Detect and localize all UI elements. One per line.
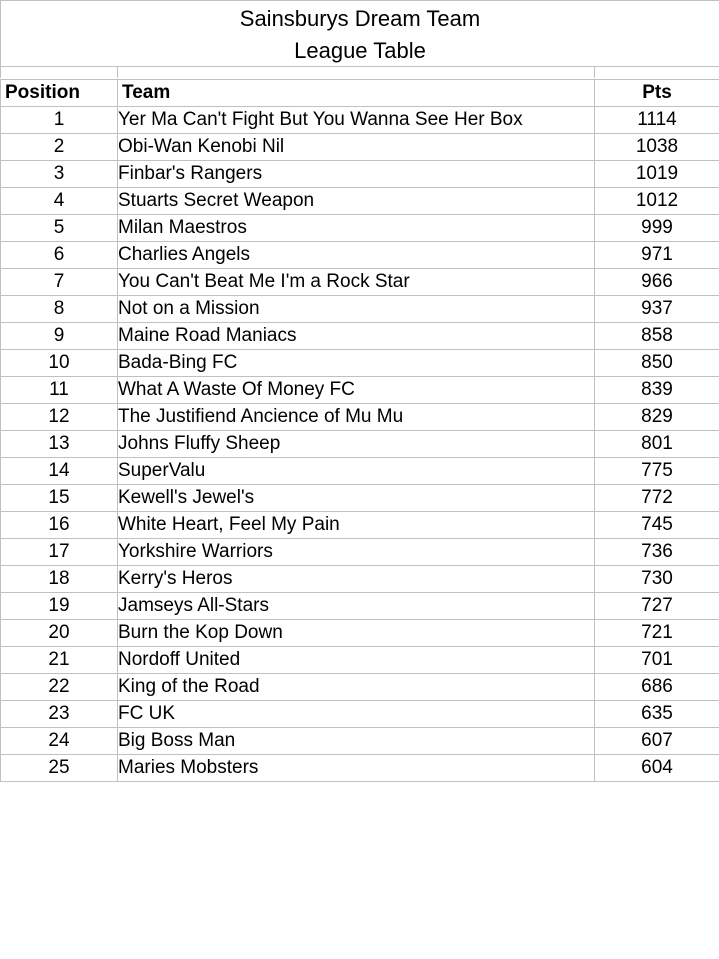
position-cell: 7 [1,269,118,296]
position-cell: 18 [1,566,118,593]
position-cell: 24 [1,728,118,755]
position-cell: 3 [1,161,118,188]
table-row [1,242,719,269]
position-cell: 25 [1,755,118,782]
position-cell: 16 [1,512,118,539]
points-cell: 775 [595,458,719,485]
header-position: Position [1,80,118,107]
team-cell: Maries Mobsters [118,755,595,782]
table-row [1,215,719,242]
sheet-title: Sainsburys Dream Team [239,6,481,31]
points-cell: 701 [595,647,719,674]
table-row [1,377,719,404]
points-cell: 745 [595,512,719,539]
position-cell: 13 [1,431,118,458]
table-row [1,188,719,215]
sheet-subtitle: League Table [294,38,426,63]
team-cell: The Justifiend Ancience of Mu Mu [118,404,595,431]
position-cell: 11 [1,377,118,404]
table-row [1,701,719,728]
table-row [1,350,719,377]
position-cell: 12 [1,404,118,431]
position-cell: 4 [1,188,118,215]
position-cell: 22 [1,674,118,701]
team-cell: Kerry's Heros [118,566,595,593]
points-cell: 1019 [595,161,719,188]
table-row [1,485,719,512]
position-cell: 15 [1,485,118,512]
points-cell: 727 [595,593,719,620]
table-row [1,134,719,161]
points-cell: 1012 [595,188,719,215]
team-cell: King of the Road [118,674,595,701]
spacer-row [0,66,719,77]
table-row [1,593,719,620]
team-cell: Obi-Wan Kenobi Nil [118,134,595,161]
points-cell: 730 [595,566,719,593]
team-cell: Bada-Bing FC [118,350,595,377]
position-cell: 10 [1,350,118,377]
points-cell: 772 [595,485,719,512]
team-cell: Jamseys All-Stars [118,593,595,620]
table-row [1,674,719,701]
table-row [1,647,719,674]
team-cell: Yorkshire Warriors [118,539,595,566]
points-cell: 607 [595,728,719,755]
position-cell: 21 [1,647,118,674]
team-cell: Kewell's Jewel's [118,485,595,512]
table-row [1,566,719,593]
table-row [1,728,719,755]
points-cell: 736 [595,539,719,566]
points-cell: 829 [595,404,719,431]
team-cell: SuperValu [118,458,595,485]
header-pts: Pts [595,80,719,107]
points-cell: 999 [595,215,719,242]
team-cell: Charlies Angels [118,242,595,269]
table-row [1,512,719,539]
team-cell: White Heart, Feel My Pain [118,512,595,539]
spacer-cell [0,66,118,78]
points-cell: 966 [595,269,719,296]
spacer-cell [117,66,595,78]
table-row [1,620,719,647]
position-cell: 14 [1,458,118,485]
position-cell: 23 [1,701,118,728]
league-table [0,79,719,782]
team-cell: Johns Fluffy Sheep [118,431,595,458]
position-cell: 20 [1,620,118,647]
points-cell: 839 [595,377,719,404]
table-row [1,404,719,431]
table-row [1,161,719,188]
position-cell: 1 [1,107,118,134]
team-cell: Nordoff United [118,647,595,674]
team-cell: Yer Ma Can't Fight But You Wanna See Her Box [118,107,595,134]
team-cell: Burn the Kop Down [118,620,595,647]
position-cell: 19 [1,593,118,620]
position-cell: 17 [1,539,118,566]
position-cell: 9 [1,323,118,350]
team-cell: You Can't Beat Me I'm a Rock Star [118,269,595,296]
position-cell: 2 [1,134,118,161]
team-cell: Finbar's Rangers [118,161,595,188]
table-row [1,458,719,485]
points-cell: 801 [595,431,719,458]
header-team: Team [118,80,595,107]
points-cell: 604 [595,755,719,782]
points-cell: 686 [595,674,719,701]
table-row [1,755,719,782]
points-cell: 858 [595,323,719,350]
table-row [1,296,719,323]
header-row [1,80,719,107]
position-cell: 8 [1,296,118,323]
position-cell: 5 [1,215,118,242]
team-cell: FC UK [118,701,595,728]
team-cell: Big Boss Man [118,728,595,755]
spacer-cell [594,66,719,78]
position-cell: 6 [1,242,118,269]
table-row [1,431,719,458]
team-cell: What A Waste Of Money FC [118,377,595,404]
table-row [1,323,719,350]
points-cell: 635 [595,701,719,728]
team-cell: Milan Maestros [118,215,595,242]
team-cell: Maine Road Maniacs [118,323,595,350]
table-row [1,539,719,566]
points-cell: 937 [595,296,719,323]
table-row [1,269,719,296]
points-cell: 721 [595,620,719,647]
team-cell: Not on a Mission [118,296,595,323]
points-cell: 1038 [595,134,719,161]
points-cell: 971 [595,242,719,269]
team-cell: Stuarts Secret Weapon [118,188,595,215]
title-block [0,0,719,66]
table-row [1,107,719,134]
league-body [1,107,719,782]
points-cell: 1114 [595,107,719,134]
points-cell: 850 [595,350,719,377]
